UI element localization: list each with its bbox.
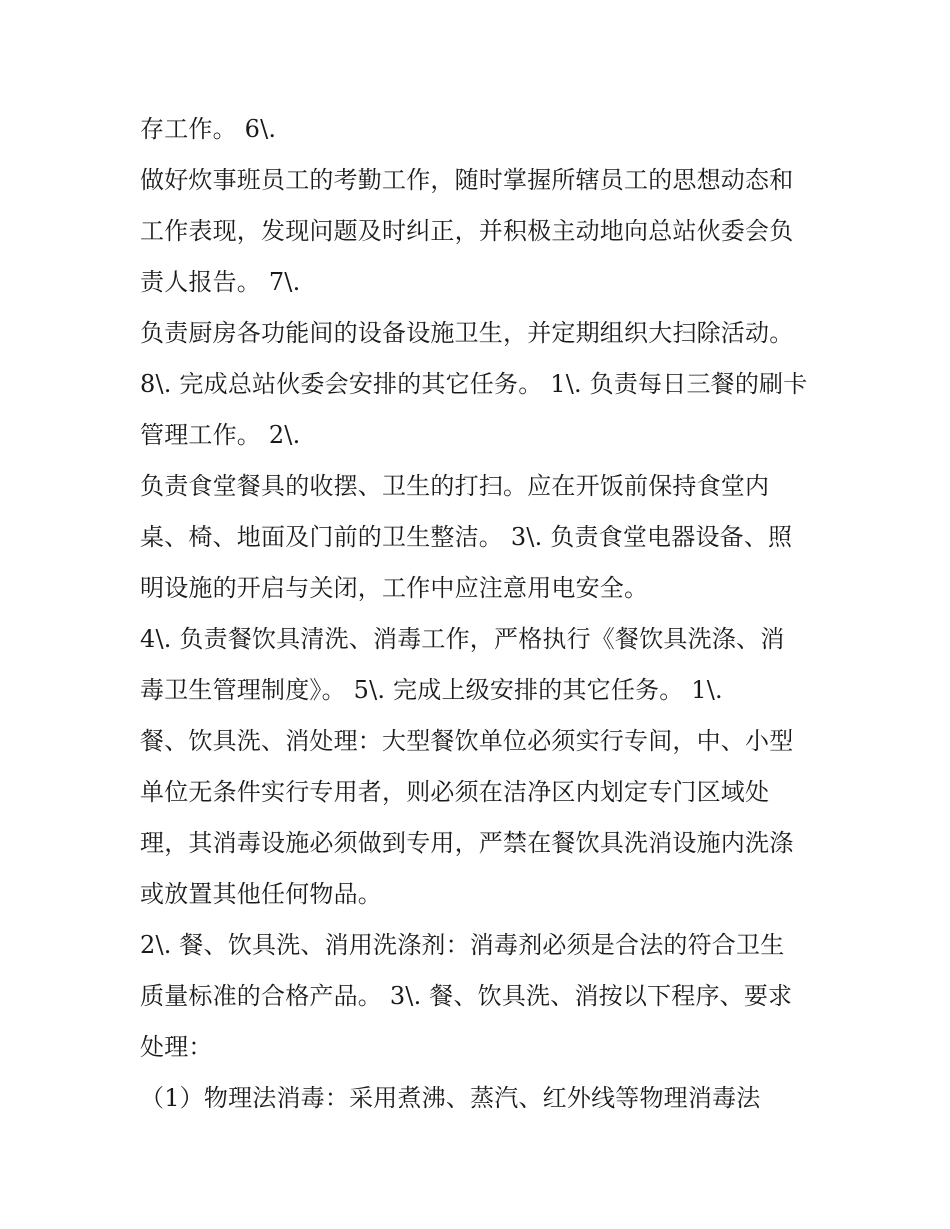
text-line: 理，其消毒设施必须做到专用，严禁在餐饮具洗消设施内洗涤 <box>140 829 794 857</box>
text-line: 毒卫生管理制度》。 5\. 完成上级安排的其它任务。 1\. <box>140 676 723 704</box>
text-line: 餐、饮具洗、消处理：大型餐饮单位必须实行专间，中、小型 <box>140 727 794 755</box>
text-line: 单位无条件实行专用者，则必须在洁净区内划定专门区域处 <box>140 778 770 806</box>
text-line: 存工作。 6\. <box>140 115 277 143</box>
text-line: 或放置其他任何物品。 <box>140 880 382 908</box>
text-line: 质量标准的合格产品。 3\. 餐、饮具洗、消按以下程序、要求 <box>140 982 793 1010</box>
text-line: 2\. 餐、饮具洗、消用洗涤剂：消毒剂必须是合法的符合卫生 <box>140 931 785 959</box>
text-line: 管理工作。 2\. <box>140 421 301 449</box>
text-line: 工作表现，发现问题及时纠正，并积极主动地向总站伙委会负 <box>140 217 794 245</box>
text-line: 负责厨房各功能间的设备设施卫生，并定期组织大扫除活动。 <box>140 319 794 347</box>
text-line: 做好炊事班员工的考勤工作，随时掌握所辖员工的思想动态和 <box>140 166 794 194</box>
text-line: 桌、椅、地面及门前的卫生整洁。 3\. 负责食堂电器设备、照 <box>140 523 793 551</box>
text-line: （1）物理法消毒：采用煮沸、蒸汽、红外线等物理消毒法 <box>140 1084 761 1112</box>
text-line: 8\. 完成总站伙委会安排的其它任务。 1\. 负责每日三餐的刷卡 <box>140 370 808 398</box>
text-line: 负责食堂餐具的收摆、卫生的打扫。应在开饭前保持食堂内 <box>140 472 770 500</box>
text-line: 明设施的开启与关闭，工作中应注意用电安全。 <box>140 574 649 602</box>
text-line: 处理： <box>140 1033 213 1061</box>
text-line: 4\. 负责餐饮具清洗、消毒工作，严格执行《餐饮具洗涤、消 <box>140 625 785 653</box>
text-line: 责人报告。 7\. <box>140 268 301 296</box>
